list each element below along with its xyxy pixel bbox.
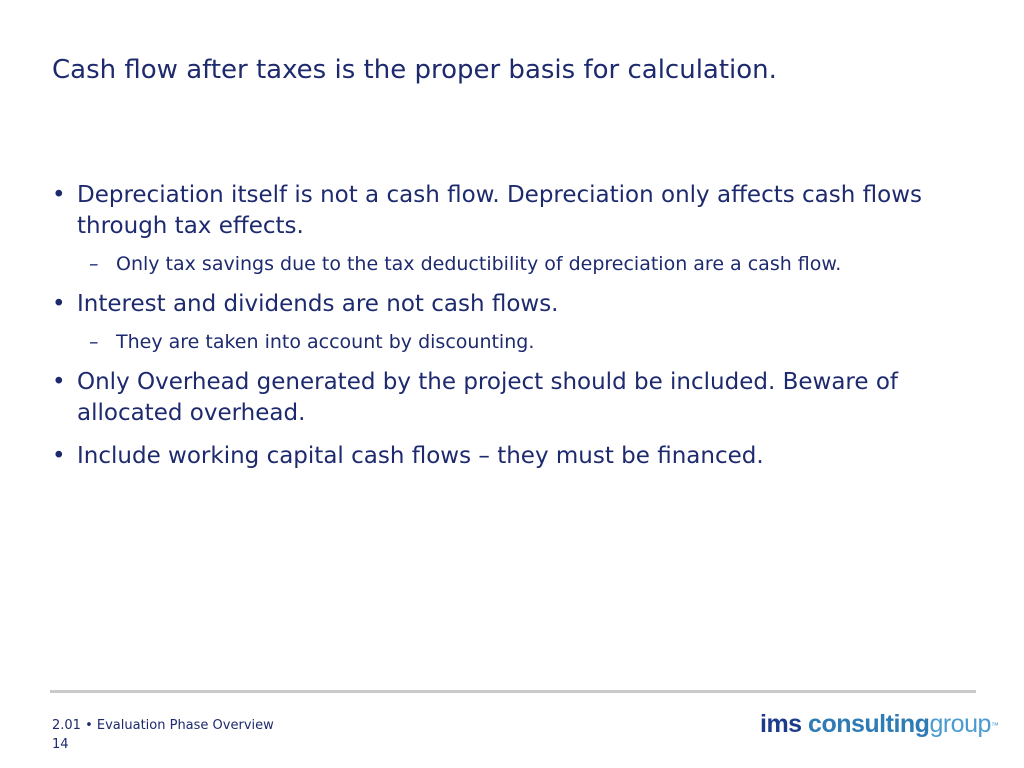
footer-section-label: 2.01 • Evaluation Phase Overview [52, 718, 274, 733]
sub-bullet-marker: – [89, 253, 99, 275]
sub-bullet-item [52, 251, 982, 278]
logo-part-consulting: consulting [808, 710, 930, 738]
bullet-marker: • [52, 443, 66, 469]
logo-trademark: ™ [990, 721, 999, 730]
sub-bullet-marker: – [89, 331, 99, 353]
bullet-marker: • [52, 369, 66, 395]
bullet-item [52, 367, 982, 429]
bullet-text: Only Overhead generated by the project should be included. Beware of allocated overhead. [77, 369, 899, 426]
sub-bullet-item [52, 329, 982, 356]
sub-bullet-text: They are taken into account by discounting. [116, 331, 535, 353]
bullet-item [52, 180, 982, 242]
footer-info [52, 716, 274, 754]
bullet-text: Interest and dividends are not cash flows. [77, 291, 559, 317]
bullet-marker: • [52, 182, 66, 208]
company-logo [760, 709, 998, 739]
logo-part-group: group [929, 710, 991, 738]
logo-part-ims: ims [760, 710, 802, 738]
bullet-text: Include working capital cash flows – they must be financed. [77, 443, 764, 469]
footer-divider [50, 690, 976, 693]
bullet-text: Depreciation itself is not a cash flow. Depreciation only affects cash flows through tax effects. [77, 182, 922, 239]
bullet-list [52, 180, 982, 484]
slide-title: Cash flow after taxes is the proper basis for calculation. [52, 55, 777, 85]
page-number: 14 [52, 737, 69, 752]
sub-bullet-text: Only tax savings due to the tax deductibility of depreciation are a cash flow. [116, 253, 842, 275]
bullet-marker: • [52, 291, 66, 317]
bullet-item [52, 441, 982, 472]
bullet-item [52, 289, 982, 320]
